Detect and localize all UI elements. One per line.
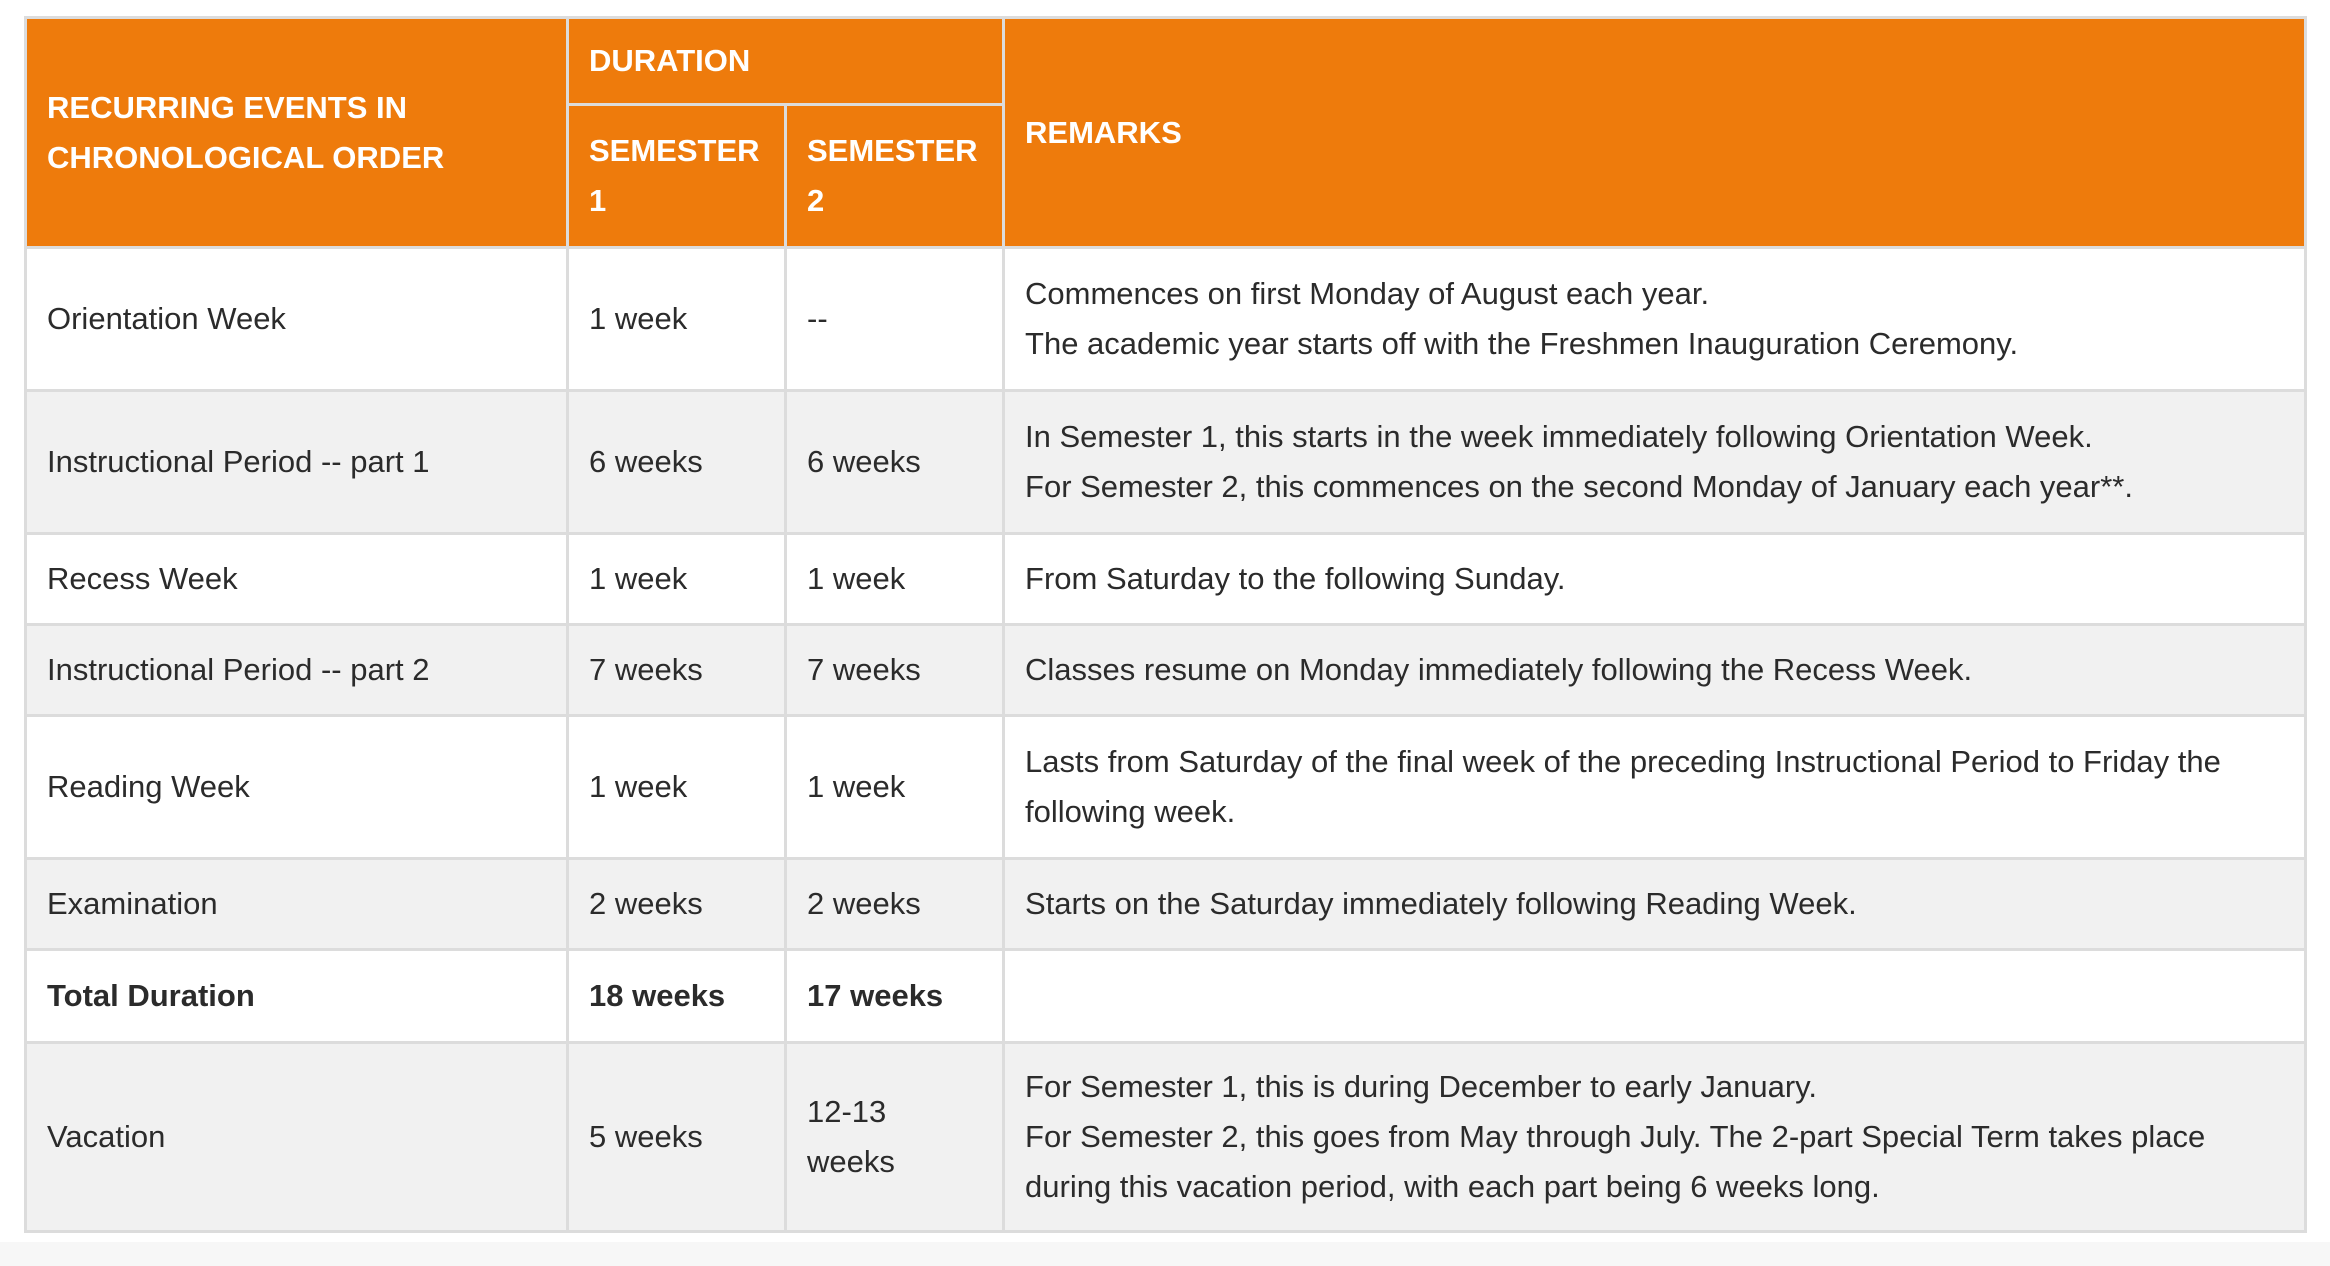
header-semester-1: SEMESTER 1: [568, 105, 786, 248]
header-duration: DURATION: [568, 18, 1004, 105]
remarks-cell: [1004, 716, 2306, 859]
semester-1-cell: 1 week: [568, 534, 786, 625]
remark-line: Commences on first Monday of August each year.: [1025, 276, 1710, 311]
remark-line: Starts on the Saturday immediately following Reading Week.: [1025, 886, 1857, 921]
remarks-cell: [1004, 534, 2306, 625]
event-cell: Instructional Period -- part 2: [26, 625, 568, 716]
remarks-cell: [1004, 391, 2306, 534]
remarks-cell: [1004, 1043, 2306, 1232]
remark-line: For Semester 2, this commences on the second Monday of January each year**.: [1025, 469, 2133, 504]
table-row: [26, 391, 2306, 534]
table-row: [26, 716, 2306, 859]
remark-line: For Semester 2, this goes from May through July. The 2-part Special Term takes place during this vacation period, with each part being 6 weeks long.: [1025, 1119, 2206, 1204]
header-events: RECURRING EVENTS IN CHRONOLOGICAL ORDER: [26, 18, 568, 248]
header-remarks: REMARKS: [1004, 18, 2306, 248]
remark-line: In Semester 1, this starts in the week immediately following Orientation Week.: [1025, 419, 2093, 454]
remarks-cell: [1004, 859, 2306, 950]
schedule-table-container: [24, 16, 2304, 1233]
semester-1-cell: 1 week: [568, 716, 786, 859]
remarks-cell: [1004, 248, 2306, 391]
remark-line: Classes resume on Monday immediately following the Recess Week.: [1025, 652, 1973, 687]
semester-2-cell: 6 weeks: [786, 391, 1004, 534]
semester-1-cell: 5 weeks: [568, 1043, 786, 1232]
table-row: [26, 534, 2306, 625]
remark-line: Lasts from Saturday of the final week of the preceding Instructional Period to Friday the following week.: [1025, 744, 2221, 829]
table-body: [26, 248, 2306, 1232]
event-cell: Orientation Week: [26, 248, 568, 391]
semester-1-cell: 2 weeks: [568, 859, 786, 950]
remark-line: The academic year starts off with the Freshmen Inauguration Ceremony.: [1025, 326, 2019, 361]
semester-2-cell: 2 weeks: [786, 859, 1004, 950]
page-bottom-band: [0, 1242, 2330, 1266]
remarks-cell: [1004, 625, 2306, 716]
semester-1-cell: 1 week: [568, 248, 786, 391]
remark-line: From Saturday to the following Sunday.: [1025, 561, 1566, 596]
event-cell: Total Duration: [26, 950, 568, 1043]
semester-2-cell: --: [786, 248, 1004, 391]
semester-1-cell: 7 weeks: [568, 625, 786, 716]
semester-2-cell: 12-13 weeks: [786, 1043, 1004, 1232]
academic-calendar-table: [24, 16, 2307, 1233]
remark-line: For Semester 1, this is during December to early January.: [1025, 1069, 1817, 1104]
event-cell: Reading Week: [26, 716, 568, 859]
semester-2-cell: 17 weeks: [786, 950, 1004, 1043]
semester-2-cell: 1 week: [786, 716, 1004, 859]
table-row: [26, 859, 2306, 950]
table-header: [26, 18, 2306, 248]
remarks-cell: [1004, 950, 2306, 1043]
table-row: [26, 248, 2306, 391]
event-cell: Vacation: [26, 1043, 568, 1232]
table-row: [26, 625, 2306, 716]
semester-2-cell: 1 week: [786, 534, 1004, 625]
event-cell: Instructional Period -- part 1: [26, 391, 568, 534]
event-cell: Examination: [26, 859, 568, 950]
semester-1-cell: 18 weeks: [568, 950, 786, 1043]
table-row: [26, 1043, 2306, 1232]
header-semester-2: SEMESTER 2: [786, 105, 1004, 248]
semester-1-cell: 6 weeks: [568, 391, 786, 534]
semester-2-cell: 7 weeks: [786, 625, 1004, 716]
event-cell: Recess Week: [26, 534, 568, 625]
total-row: [26, 950, 2306, 1043]
